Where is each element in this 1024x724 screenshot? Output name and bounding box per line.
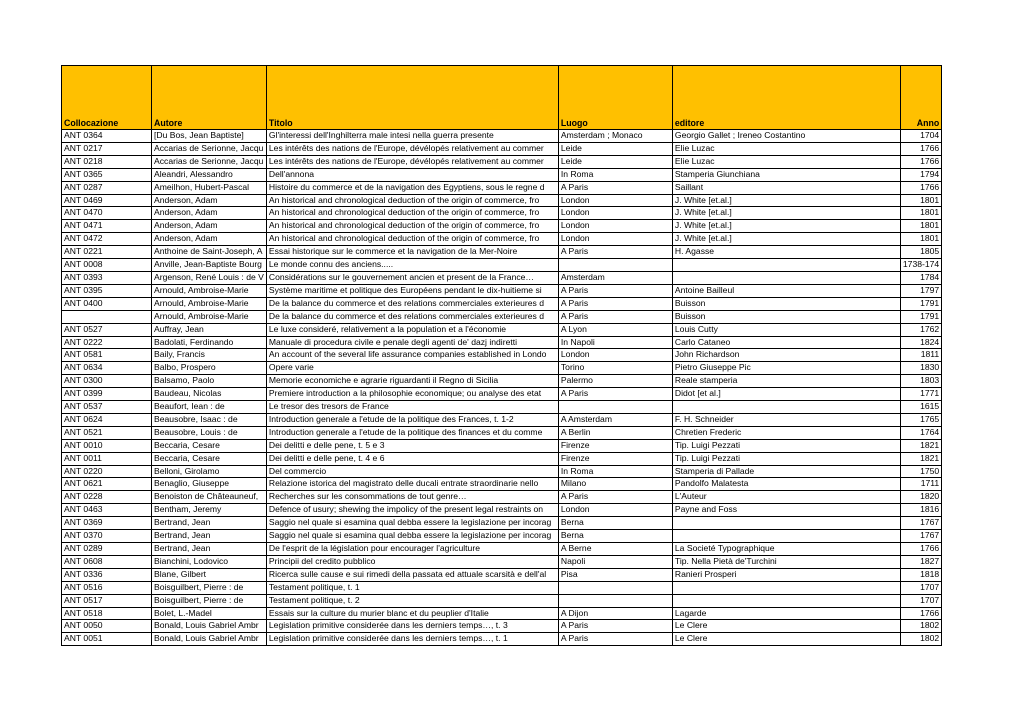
cell-titolo[interactable]: Recherches sur les consommations de tout genre… <box>266 491 558 504</box>
cell-editore[interactable]: Tip. Luigi Pezzati <box>672 452 900 465</box>
cell-collocazione[interactable]: ANT 0221 <box>62 246 152 259</box>
cell-autore[interactable]: Beausobre, Louis : de <box>152 426 267 439</box>
cell-collocazione[interactable]: ANT 0517 <box>62 594 152 607</box>
table-row <box>62 323 942 336</box>
table-row <box>62 349 942 362</box>
cell-autore[interactable]: Bonald, Louis Gabriel Ambr <box>152 633 267 646</box>
cell-titolo[interactable]: Legislation primitive considerée dans les derniers temps…, t. 1 <box>266 633 558 646</box>
cell-autore[interactable]: Auffray, Jean <box>152 323 267 336</box>
cell-editore[interactable]: La Societé Typographique <box>672 543 900 556</box>
cell-anno[interactable]: 1762 <box>900 323 941 336</box>
cell-anno[interactable]: 1802 <box>900 633 941 646</box>
cell-editore[interactable]: F. H. Schneider <box>672 413 900 426</box>
cell-editore[interactable]: Lagarde <box>672 607 900 620</box>
cell-luogo[interactable]: A Paris <box>558 620 672 633</box>
cell-collocazione[interactable]: ANT 0336 <box>62 568 152 581</box>
cell-autore[interactable]: Anderson, Adam <box>152 194 267 207</box>
table-row <box>62 620 942 633</box>
cell-autore[interactable]: Beccaria, Cesare <box>152 452 267 465</box>
cell-anno[interactable]: 1820 <box>900 491 941 504</box>
table-row <box>62 465 942 478</box>
cell-autore[interactable]: Accarias de Serionne, Jacqu <box>152 142 267 155</box>
cell-autore[interactable]: Balsamo, Paolo <box>152 375 267 388</box>
cell-luogo[interactable]: A Berlin <box>558 426 672 439</box>
cell-titolo[interactable]: De l'esprit de la législation pour encourager l'agriculture <box>266 543 558 556</box>
cell-editore[interactable]: J. White [et.al.] <box>672 194 900 207</box>
cell-editore[interactable] <box>672 517 900 530</box>
cell-collocazione[interactable]: ANT 0621 <box>62 478 152 491</box>
cell-editore[interactable]: J. White [et.al.] <box>672 220 900 233</box>
table-row <box>62 284 942 297</box>
cell-anno[interactable]: 1750 <box>900 465 941 478</box>
cell-autore[interactable]: Beaufort, Iean : de <box>152 401 267 414</box>
header-collocazione[interactable]: Collocazione <box>62 66 152 130</box>
table-row <box>62 155 942 168</box>
cell-titolo[interactable]: Le tresor des tresors de France <box>266 401 558 414</box>
table-row <box>62 504 942 517</box>
cell-autore[interactable]: Anderson, Adam <box>152 220 267 233</box>
cell-editore[interactable]: Saillant <box>672 181 900 194</box>
cell-anno[interactable]: 1711 <box>900 478 941 491</box>
table-row <box>62 633 942 646</box>
cell-titolo[interactable]: Premiere introduction a la philosophie economique; ou analyse des etat <box>266 388 558 401</box>
cell-autore[interactable]: Bianchini, Lodovico <box>152 555 267 568</box>
cell-editore[interactable]: Tip. Luigi Pezzati <box>672 439 900 452</box>
cell-collocazione[interactable]: ANT 0217 <box>62 142 152 155</box>
table-row <box>62 259 942 272</box>
cell-autore[interactable]: Accarias de Serionne, Jacqu <box>152 155 267 168</box>
cell-collocazione[interactable]: ANT 0370 <box>62 530 152 543</box>
cell-titolo[interactable]: Testament politique, t. 1 <box>266 581 558 594</box>
cell-collocazione[interactable]: ANT 0289 <box>62 543 152 556</box>
cell-collocazione[interactable]: ANT 0287 <box>62 181 152 194</box>
cell-luogo[interactable]: London <box>558 504 672 517</box>
cell-luogo[interactable]: A Paris <box>558 491 672 504</box>
cell-titolo[interactable]: Principii del credito pubblico <box>266 555 558 568</box>
header-anno[interactable]: Anno <box>900 66 941 130</box>
cell-luogo[interactable]: Leide <box>558 155 672 168</box>
cell-anno[interactable]: 1767 <box>900 530 941 543</box>
cell-anno[interactable]: 1805 <box>900 246 941 259</box>
cell-editore[interactable] <box>672 271 900 284</box>
cell-collocazione[interactable]: ANT 0400 <box>62 297 152 310</box>
cell-autore[interactable]: Bertrand, Jean <box>152 530 267 543</box>
cell-anno[interactable]: 1766 <box>900 155 941 168</box>
cell-autore[interactable]: Anderson, Adam <box>152 233 267 246</box>
table-row <box>62 168 942 181</box>
table-row <box>62 413 942 426</box>
cell-titolo[interactable]: Saggio nel quale si esamina qual debba essere la legislazione per incorag <box>266 530 558 543</box>
cell-luogo[interactable]: London <box>558 349 672 362</box>
cell-titolo[interactable]: Système maritime et politique des Européens pendant le dix-huitieme si <box>266 284 558 297</box>
cell-anno[interactable]: 1764 <box>900 426 941 439</box>
cell-anno[interactable]: 1802 <box>900 620 941 633</box>
cell-autore[interactable]: Anderson, Adam <box>152 207 267 220</box>
cell-anno[interactable]: 1767 <box>900 517 941 530</box>
cell-editore[interactable] <box>672 401 900 414</box>
cell-collocazione[interactable]: ANT 0010 <box>62 439 152 452</box>
cell-collocazione[interactable]: ANT 0470 <box>62 207 152 220</box>
cell-luogo[interactable]: A Amsterdam <box>558 413 672 426</box>
cell-editore[interactable] <box>672 581 900 594</box>
cell-editore[interactable]: L'Auteur <box>672 491 900 504</box>
cell-luogo[interactable]: Leide <box>558 142 672 155</box>
cell-luogo[interactable]: In Roma <box>558 465 672 478</box>
cell-collocazione[interactable]: ANT 0011 <box>62 452 152 465</box>
cell-collocazione[interactable]: ANT 0050 <box>62 620 152 633</box>
table-row <box>62 388 942 401</box>
cell-collocazione[interactable]: ANT 0399 <box>62 388 152 401</box>
cell-editore[interactable]: Stamperia Giunchiana <box>672 168 900 181</box>
cell-anno[interactable]: 1766 <box>900 607 941 620</box>
cell-luogo[interactable]: Pisa <box>558 568 672 581</box>
cell-editore[interactable]: Pietro Giuseppe Pic <box>672 362 900 375</box>
cell-editore[interactable]: Buisson <box>672 310 900 323</box>
cell-editore[interactable]: Georgio Gallet ; Ireneo Costantino <box>672 130 900 143</box>
cell-collocazione[interactable]: ANT 0634 <box>62 362 152 375</box>
cell-autore[interactable]: Bentham, Jeremy <box>152 504 267 517</box>
cell-autore[interactable]: Belloni, Girolamo <box>152 465 267 478</box>
cell-titolo[interactable]: Dei delitti e delle pene, t. 4 e 6 <box>266 452 558 465</box>
cell-luogo[interactable] <box>558 581 672 594</box>
cell-luogo[interactable]: A Berne <box>558 543 672 556</box>
cell-titolo[interactable]: De la balance du commerce et des relations commerciales exterieures d <box>266 297 558 310</box>
cell-luogo[interactable]: London <box>558 233 672 246</box>
cell-luogo[interactable]: Palermo <box>558 375 672 388</box>
cell-luogo[interactable]: A Paris <box>558 297 672 310</box>
cell-autore[interactable]: Anville, Jean-Baptiste Bourg <box>152 259 267 272</box>
table-row <box>62 362 942 375</box>
cell-editore[interactable]: Reale stamperia <box>672 375 900 388</box>
cell-titolo[interactable]: An historical and chronological deduction of the origin of commerce, fro <box>266 233 558 246</box>
cell-collocazione[interactable]: ANT 0471 <box>62 220 152 233</box>
cell-titolo[interactable]: Introduction generale a l'etude de la politique des finances et du comme <box>266 426 558 439</box>
table-row <box>62 194 942 207</box>
cell-anno[interactable]: 1766 <box>900 543 941 556</box>
cell-autore[interactable]: Bonald, Louis Gabriel Ambr <box>152 620 267 633</box>
table-row <box>62 375 942 388</box>
table-row <box>62 401 942 414</box>
cell-editore[interactable] <box>672 530 900 543</box>
cell-anno[interactable]: 1784 <box>900 271 941 284</box>
table-row <box>62 297 942 310</box>
cell-anno[interactable]: 1615 <box>900 401 941 414</box>
cell-luogo[interactable]: Milano <box>558 478 672 491</box>
cell-collocazione[interactable]: ANT 0222 <box>62 336 152 349</box>
cell-titolo[interactable]: Testament politique, t. 2 <box>266 594 558 607</box>
cell-luogo[interactable]: Firenze <box>558 439 672 452</box>
cell-editore[interactable]: J. White [et.al.] <box>672 233 900 246</box>
cell-autore[interactable]: Benoiston de Châteauneuf, <box>152 491 267 504</box>
table-row <box>62 310 942 323</box>
cell-autore[interactable]: Balbo, Prospero <box>152 362 267 375</box>
cell-titolo[interactable]: An account of the several life assurance companies established in Londo <box>266 349 558 362</box>
cell-luogo[interactable]: In Roma <box>558 168 672 181</box>
cell-anno[interactable]: 1821 <box>900 452 941 465</box>
cell-luogo[interactable]: London <box>558 220 672 233</box>
cell-anno[interactable]: 1704 <box>900 130 941 143</box>
cell-editore[interactable]: Elie Luzac <box>672 155 900 168</box>
cell-titolo[interactable]: Defence of usury; shewing the impolicy of the present legal restraints on <box>266 504 558 517</box>
cell-collocazione[interactable]: ANT 0300 <box>62 375 152 388</box>
cell-editore[interactable]: Stamperia di Pallade <box>672 465 900 478</box>
cell-anno[interactable]: 1824 <box>900 336 941 349</box>
cell-editore[interactable]: Didot [et al.] <box>672 388 900 401</box>
cell-collocazione[interactable]: ANT 0624 <box>62 413 152 426</box>
cell-titolo[interactable]: Considérations sur le gouvernement ancien et present de la France… <box>266 271 558 284</box>
cell-titolo[interactable]: Manuale di procedura civile e penale degli agenti de' dazj indiretti <box>266 336 558 349</box>
cell-collocazione[interactable]: ANT 0518 <box>62 607 152 620</box>
cell-anno[interactable]: 1803 <box>900 375 941 388</box>
cell-editore[interactable]: Chretien Frederic <box>672 426 900 439</box>
table-row <box>62 181 942 194</box>
cell-autore[interactable]: Arnould, Ambroise-Marie <box>152 284 267 297</box>
cell-anno[interactable]: 1801 <box>900 220 941 233</box>
cell-autore[interactable]: Ameilhon, Hubert-Pascal <box>152 181 267 194</box>
cell-luogo[interactable]: A Paris <box>558 284 672 297</box>
cell-editore[interactable]: Buisson <box>672 297 900 310</box>
cell-luogo[interactable]: A Paris <box>558 310 672 323</box>
cell-titolo[interactable]: Le monde connu des anciens..... <box>266 259 558 272</box>
cell-luogo[interactable]: A Paris <box>558 246 672 259</box>
cell-collocazione[interactable]: ANT 0220 <box>62 465 152 478</box>
cell-titolo[interactable]: Del commercio <box>266 465 558 478</box>
cell-titolo[interactable]: Gl'interessi dell'Inghilterra male intesi nella guerra presente <box>266 130 558 143</box>
table-row <box>62 517 942 530</box>
cell-titolo[interactable]: Memorie economiche e agrarie riguardanti il Regno di Sicilia <box>266 375 558 388</box>
cell-autore[interactable]: Argenson, René Louis : de V <box>152 271 267 284</box>
table-row <box>62 607 942 620</box>
cell-anno[interactable]: 1821 <box>900 439 941 452</box>
table-row <box>62 543 942 556</box>
cell-autore[interactable]: Benaglio, Giuseppe <box>152 478 267 491</box>
cell-editore[interactable]: Tip. Nella Pietà de'Turchini <box>672 555 900 568</box>
cell-autore[interactable]: [Du Bos, Jean Baptiste] <box>152 130 267 143</box>
table-row <box>62 271 942 284</box>
cell-titolo[interactable]: Introduction generale a l'etude de la politique des Frances, t. 1-2 <box>266 413 558 426</box>
table-row <box>62 478 942 491</box>
cell-editore[interactable]: Elie Luzac <box>672 142 900 155</box>
table-row <box>62 491 942 504</box>
cell-collocazione[interactable]: ANT 0469 <box>62 194 152 207</box>
cell-anno[interactable]: 1801 <box>900 233 941 246</box>
cell-collocazione[interactable] <box>62 310 152 323</box>
table-row <box>62 594 942 607</box>
cell-autore[interactable]: Baudeau, Nicolas <box>152 388 267 401</box>
cell-luogo[interactable]: London <box>558 194 672 207</box>
table-row <box>62 530 942 543</box>
cell-anno[interactable]: 1801 <box>900 207 941 220</box>
cell-anno[interactable]: 1766 <box>900 142 941 155</box>
cell-luogo[interactable]: London <box>558 207 672 220</box>
cell-anno[interactable]: 1818 <box>900 568 941 581</box>
cell-luogo[interactable] <box>558 259 672 272</box>
cell-collocazione[interactable]: ANT 0365 <box>62 168 152 181</box>
cell-luogo[interactable] <box>558 401 672 414</box>
table-row <box>62 426 942 439</box>
cell-autore[interactable]: Blane, Gilbert <box>152 568 267 581</box>
cell-editore[interactable]: Pandolfo Malatesta <box>672 478 900 491</box>
cell-titolo[interactable]: An historical and chronological deduction of the origin of commerce, fro <box>266 207 558 220</box>
header-titolo[interactable]: Titolo <box>266 66 558 130</box>
table-row <box>62 130 942 143</box>
cell-anno[interactable]: 1707 <box>900 581 941 594</box>
cell-titolo[interactable]: Histoire du commerce et de la navigation des Egyptiens, sous le regne d <box>266 181 558 194</box>
cell-editore[interactable]: Ranieri Prosperi <box>672 568 900 581</box>
cell-collocazione[interactable]: ANT 0051 <box>62 633 152 646</box>
cell-collocazione[interactable]: ANT 0364 <box>62 130 152 143</box>
cell-editore[interactable]: Carlo Cataneo <box>672 336 900 349</box>
table-row <box>62 439 942 452</box>
header-row <box>62 66 942 130</box>
cell-autore[interactable]: Boisguilbert, Pierre : de <box>152 594 267 607</box>
cell-luogo[interactable]: A Lyon <box>558 323 672 336</box>
cell-collocazione[interactable]: ANT 0527 <box>62 323 152 336</box>
table-row <box>62 555 942 568</box>
cell-titolo[interactable]: Les intérêts des nations de l'Europe, dévélopés relativement au commer <box>266 155 558 168</box>
cell-collocazione[interactable]: ANT 0218 <box>62 155 152 168</box>
cell-autore[interactable]: Bertrand, Jean <box>152 517 267 530</box>
cell-luogo[interactable]: In Napoli <box>558 336 672 349</box>
table-row <box>62 568 942 581</box>
cell-editore[interactable]: Payne and Foss <box>672 504 900 517</box>
cell-collocazione[interactable]: ANT 0608 <box>62 555 152 568</box>
cell-luogo[interactable]: Napoli <box>558 555 672 568</box>
cell-autore[interactable]: Anthoine de Saint-Joseph, A <box>152 246 267 259</box>
cell-anno[interactable]: 1738-174 <box>900 259 941 272</box>
cell-editore[interactable]: Le Clere <box>672 620 900 633</box>
table-row <box>62 246 942 259</box>
table-row <box>62 220 942 233</box>
cell-autore[interactable]: Baily, Francis <box>152 349 267 362</box>
cell-luogo[interactable]: A Paris <box>558 388 672 401</box>
cell-collocazione[interactable]: ANT 0463 <box>62 504 152 517</box>
cell-collocazione[interactable]: ANT 0521 <box>62 426 152 439</box>
cell-anno[interactable]: 1771 <box>900 388 941 401</box>
cell-luogo[interactable]: A Paris <box>558 181 672 194</box>
cell-titolo[interactable]: Opere varie <box>266 362 558 375</box>
cell-titolo[interactable]: An historical and chronological deduction of the origin of commerce, fro <box>266 220 558 233</box>
cell-luogo[interactable]: Berna <box>558 517 672 530</box>
cell-anno[interactable]: 1797 <box>900 284 941 297</box>
cell-luogo[interactable] <box>558 594 672 607</box>
cell-editore[interactable]: Antoine Bailleul <box>672 284 900 297</box>
cell-anno[interactable]: 1791 <box>900 297 941 310</box>
cell-collocazione[interactable]: ANT 0472 <box>62 233 152 246</box>
cell-titolo[interactable]: Dell'annona <box>266 168 558 181</box>
cell-luogo[interactable]: Amsterdam <box>558 271 672 284</box>
cell-collocazione[interactable]: ANT 0516 <box>62 581 152 594</box>
cell-titolo[interactable]: De la balance du commerce et des relations commerciales exterieures d <box>266 310 558 323</box>
cell-titolo[interactable]: Legislation primitive considerée dans les derniers temps…, t. 3 <box>266 620 558 633</box>
cell-anno[interactable]: 1794 <box>900 168 941 181</box>
cell-editore[interactable]: John Richardson <box>672 349 900 362</box>
cell-autore[interactable]: Aleandri, Alessandro <box>152 168 267 181</box>
cell-autore[interactable]: Arnould, Ambroise-Marie <box>152 297 267 310</box>
cell-anno[interactable]: 1830 <box>900 362 941 375</box>
table-row <box>62 142 942 155</box>
cell-collocazione[interactable]: ANT 0537 <box>62 401 152 414</box>
cell-titolo[interactable]: Essais sur la culture du murier blanc et du peuplier d'Italie <box>266 607 558 620</box>
cell-autore[interactable]: Bolet, L.-Madel <box>152 607 267 620</box>
cell-editore[interactable]: Louis Cutty <box>672 323 900 336</box>
cell-luogo[interactable]: Berna <box>558 530 672 543</box>
cell-luogo[interactable]: A Paris <box>558 633 672 646</box>
cell-collocazione[interactable]: ANT 0393 <box>62 271 152 284</box>
cell-titolo[interactable]: Dei delitti e delle pene, t. 5 e 3 <box>266 439 558 452</box>
table-row <box>62 452 942 465</box>
cell-anno[interactable]: 1791 <box>900 310 941 323</box>
table-row <box>62 233 942 246</box>
cell-collocazione[interactable]: ANT 0228 <box>62 491 152 504</box>
header-autore[interactable]: Autore <box>152 66 267 130</box>
cell-anno[interactable]: 1816 <box>900 504 941 517</box>
table-row <box>62 581 942 594</box>
table-row <box>62 336 942 349</box>
cell-titolo[interactable]: Ricerca sulle cause e sui rimedi della passata ed attuale scarsità e dell'al <box>266 568 558 581</box>
cell-luogo[interactable]: Amsterdam ; Monaco <box>558 130 672 143</box>
cell-collocazione[interactable]: ANT 0395 <box>62 284 152 297</box>
cell-anno[interactable]: 1765 <box>900 413 941 426</box>
cell-luogo[interactable]: Torino <box>558 362 672 375</box>
cell-editore[interactable]: J. White [et.al.] <box>672 207 900 220</box>
cell-editore[interactable]: H. Agasse <box>672 246 900 259</box>
cell-anno[interactable]: 1707 <box>900 594 941 607</box>
cell-luogo[interactable]: Firenze <box>558 452 672 465</box>
cell-autore[interactable]: Bertrand, Jean <box>152 543 267 556</box>
cell-autore[interactable]: Beccaria, Cesare <box>152 439 267 452</box>
cell-titolo[interactable]: Essai historique sur le commerce et la navigation de la Mer-Noire <box>266 246 558 259</box>
cell-editore[interactable] <box>672 594 900 607</box>
cell-titolo[interactable]: Saggio nel quale si esamina qual debba essere la legislazione per incorag <box>266 517 558 530</box>
cell-collocazione[interactable]: ANT 0008 <box>62 259 152 272</box>
cell-autore[interactable]: Boisguilbert, Pierre : de <box>152 581 267 594</box>
cell-anno[interactable]: 1827 <box>900 555 941 568</box>
cell-anno[interactable]: 1801 <box>900 194 941 207</box>
cell-titolo[interactable]: Relazione istorica del magistrato delle ducali entrate straordinarie nello <box>266 478 558 491</box>
cell-editore[interactable]: Le Clere <box>672 633 900 646</box>
header-editore[interactable]: editore <box>672 66 900 130</box>
catalog-table <box>61 65 942 646</box>
cell-autore[interactable]: Arnould, Ambroise-Marie <box>152 310 267 323</box>
cell-editore[interactable] <box>672 259 900 272</box>
cell-autore[interactable]: Beausobre, Isaac : de <box>152 413 267 426</box>
cell-collocazione[interactable]: ANT 0369 <box>62 517 152 530</box>
cell-collocazione[interactable]: ANT 0581 <box>62 349 152 362</box>
cell-titolo[interactable]: Le luxe consideré, relativement a la population et a l'économie <box>266 323 558 336</box>
cell-titolo[interactable]: Les intérêts des nations de l'Europe, dévélopés relativement au commer <box>266 142 558 155</box>
table-row <box>62 207 942 220</box>
header-luogo[interactable]: Luogo <box>558 66 672 130</box>
cell-anno[interactable]: 1811 <box>900 349 941 362</box>
cell-autore[interactable]: Badolati, Ferdinando <box>152 336 267 349</box>
cell-luogo[interactable]: A Dijon <box>558 607 672 620</box>
cell-titolo[interactable]: An historical and chronological deduction of the origin of commerce, fro <box>266 194 558 207</box>
cell-anno[interactable]: 1766 <box>900 181 941 194</box>
